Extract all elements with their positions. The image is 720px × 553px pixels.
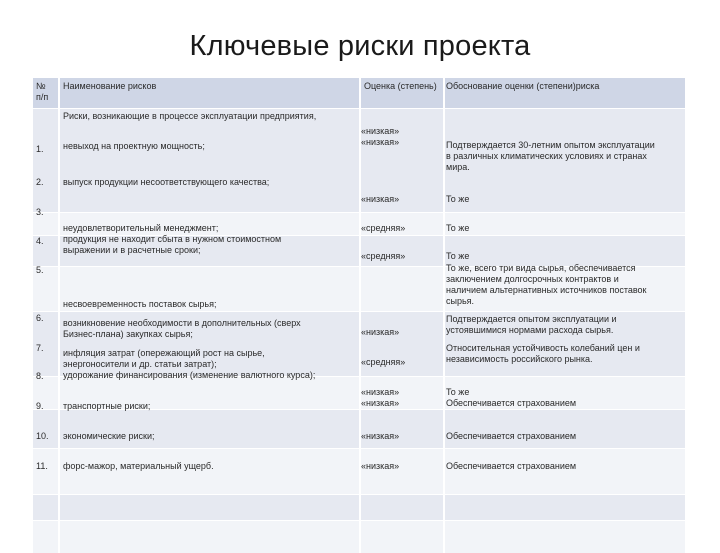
row-number: 5.	[36, 265, 44, 275]
risk-score: «низкая» «низкая»	[361, 126, 400, 147]
row-number: 1.	[36, 144, 44, 154]
risk-name: транспортные риски;	[63, 401, 151, 411]
risk-reason: То же	[446, 251, 470, 261]
risk-reason: То же	[446, 223, 470, 233]
risk-score: «средняя»	[361, 357, 406, 367]
row-number: 6.	[36, 313, 44, 323]
row-number: 3.	[36, 207, 44, 217]
header-number: № п/п	[36, 81, 49, 102]
row-number: 8.	[36, 371, 44, 381]
header-reason: Обоснование оценки (степени)риска	[446, 81, 600, 91]
risk-name: невыход на проектную мощность;	[63, 141, 205, 151]
risk-reason: То же, всего три вида сырья, обеспечивается заключением долгосрочных контрактов и наличием альтернативных источников поставок сырья.	[446, 263, 647, 306]
risk-reason: Обеспечивается страхованием	[446, 461, 577, 471]
risk-name: возникновение необходимости в дополнительных (сверх Бизнес-плана) закупках сырья;	[63, 318, 301, 339]
section-label: Риски, возникающие в процессе эксплуатации предприятия,	[63, 111, 317, 121]
table-row	[33, 410, 685, 448]
risk-score: «низкая»	[361, 461, 400, 471]
risk-score: «низкая» «низкая»	[361, 387, 400, 408]
header-score: Оценка (степень)	[364, 81, 437, 91]
risk-reason: Подтверждается опытом эксплуатации и устоявшимися нормами расхода сырья.	[446, 314, 617, 335]
risk-name: выпуск продукции несоответствующего качества;	[63, 177, 270, 187]
page-title: Ключевые риски проекта	[189, 30, 531, 62]
header-risk-name: Наименование рисков	[63, 81, 157, 91]
row-number: 4.	[36, 236, 44, 246]
risk-score: «средняя»	[361, 223, 406, 233]
risk-name: удорожание финансирования (изменение валютного курса);	[63, 370, 316, 380]
row-number: 2.	[36, 177, 44, 187]
risk-reason: Обеспечивается страхованием	[446, 431, 577, 441]
risk-reason: Подтверждается 30-летним опытом эксплуатации в различных климатических условиях и странах мира.	[446, 140, 655, 172]
row-number: 11.	[36, 461, 48, 471]
risk-reason: Относительная устойчивость колебаний цен и независимость российского рынка.	[446, 343, 640, 364]
risk-name: форс-мажор, материальный ущерб.	[63, 461, 214, 471]
table-row	[33, 521, 685, 553]
risk-name: неудовлетворительный менеджмент; продукция не находит сбыта в нужном стоимостном выражении и в расчетные сроки;	[63, 223, 282, 255]
risk-reason: То же Обеспечивается страхованием	[446, 387, 577, 408]
row-number: 10.	[36, 431, 49, 441]
row-number: 9.	[36, 401, 44, 411]
risk-reason: То же	[446, 194, 470, 204]
risk-score: «низкая»	[361, 431, 400, 441]
risk-score: «низкая»	[361, 327, 400, 337]
risk-score: «средняя»	[361, 251, 406, 261]
risk-score: «низкая»	[361, 194, 400, 204]
row-number: 7.	[36, 343, 44, 353]
risk-name: несвоевременность поставок сырья;	[63, 299, 217, 309]
table-row	[33, 495, 685, 520]
risk-name: экономические риски;	[63, 431, 155, 441]
risk-name: инфляция затрат (опережающий рост на сырье, энергоносители и др. статьи затрат);	[63, 348, 265, 369]
